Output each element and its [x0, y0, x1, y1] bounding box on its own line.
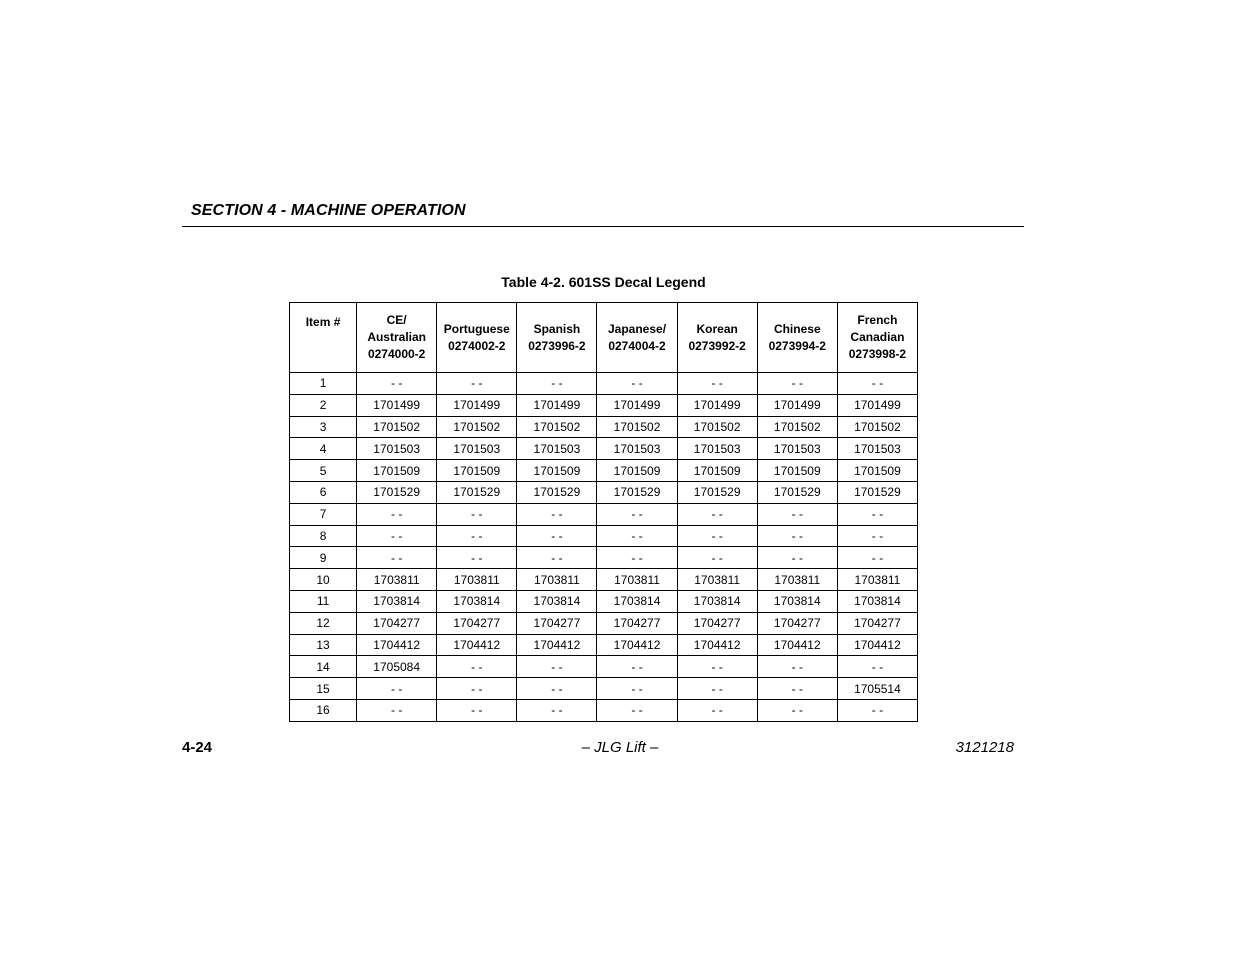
column-header-line: 0273994-2	[768, 338, 826, 353]
part-number-cell: 1701509	[357, 460, 437, 482]
part-number-cell: - -	[757, 678, 837, 700]
part-number-cell: - -	[837, 525, 917, 547]
part-number-cell: 1701503	[837, 438, 917, 460]
part-number-cell: 1705084	[357, 656, 437, 678]
item-number-cell: 7	[290, 503, 357, 525]
part-number-cell: 1701529	[437, 481, 517, 503]
part-number-cell: 1704277	[357, 612, 437, 634]
column-header	[517, 303, 597, 373]
part-number-cell: 1701529	[517, 481, 597, 503]
column-header	[597, 303, 677, 373]
item-number-cell: 2	[290, 394, 357, 416]
part-number-cell: - -	[437, 525, 517, 547]
part-number-cell: 1703814	[517, 590, 597, 612]
item-number-cell: 3	[290, 416, 357, 438]
part-number-cell: - -	[597, 503, 677, 525]
table-caption: Table 4-2. 601SS Decal Legend	[501, 274, 706, 290]
column-header-line: Portuguese	[443, 321, 510, 336]
part-number-cell: 1701509	[597, 460, 677, 482]
part-number-cell: 1701499	[437, 394, 517, 416]
part-number-cell: 1703811	[517, 569, 597, 591]
part-number-cell: 1701529	[757, 481, 837, 503]
part-number-cell: 1701509	[517, 460, 597, 482]
column-header	[837, 303, 917, 373]
part-number-cell: - -	[837, 699, 917, 721]
part-number-cell: - -	[757, 656, 837, 678]
column-header	[437, 303, 517, 373]
part-number-cell: - -	[757, 525, 837, 547]
part-number-cell: - -	[597, 525, 677, 547]
column-header	[677, 303, 757, 373]
column-header	[357, 303, 437, 373]
section-title: SECTION 4 - MACHINE OPERATION	[191, 202, 466, 219]
part-number-cell: 1704412	[597, 634, 677, 656]
table-row	[290, 438, 918, 460]
part-number-cell: 1701503	[597, 438, 677, 460]
table-row	[290, 590, 918, 612]
table-row	[290, 699, 918, 721]
part-number-cell: 1703814	[757, 590, 837, 612]
column-header-line: Spanish	[533, 321, 581, 336]
table-row	[290, 481, 918, 503]
column-header-line: 0273996-2	[528, 338, 586, 353]
part-number-cell: 1704277	[437, 612, 517, 634]
part-number-cell: - -	[517, 503, 597, 525]
item-number-cell: 11	[290, 590, 357, 612]
part-number-cell: 1701509	[757, 460, 837, 482]
part-number-cell: - -	[517, 547, 597, 569]
document-number: 3121218	[955, 739, 1014, 756]
item-number-cell: 16	[290, 699, 357, 721]
part-number-cell: - -	[757, 373, 837, 395]
item-number-cell: 13	[290, 634, 357, 656]
table-body	[290, 373, 918, 722]
part-number-cell: - -	[757, 547, 837, 569]
part-number-cell: - -	[517, 678, 597, 700]
part-number-cell: 1703814	[837, 590, 917, 612]
part-number-cell: - -	[517, 373, 597, 395]
part-number-cell: 1703811	[837, 569, 917, 591]
part-number-cell: - -	[357, 525, 437, 547]
table-row	[290, 678, 918, 700]
item-number-cell: 15	[290, 678, 357, 700]
part-number-cell: 1704412	[677, 634, 757, 656]
part-number-cell: - -	[517, 656, 597, 678]
part-number-cell: 1701502	[757, 416, 837, 438]
part-number-cell: 1704277	[597, 612, 677, 634]
part-number-cell: - -	[837, 503, 917, 525]
part-number-cell: - -	[437, 547, 517, 569]
part-number-cell: - -	[677, 699, 757, 721]
item-number-cell: 14	[290, 656, 357, 678]
part-number-cell: 1701529	[677, 481, 757, 503]
part-number-cell: 1704412	[837, 634, 917, 656]
item-number-cell: 10	[290, 569, 357, 591]
item-number-cell: 4	[290, 438, 357, 460]
table-row	[290, 460, 918, 482]
part-number-cell: - -	[357, 699, 437, 721]
page-number: 4-24	[182, 739, 213, 756]
column-header-line: Japanese/	[608, 321, 667, 336]
column-header	[290, 303, 357, 373]
part-number-cell: - -	[837, 547, 917, 569]
item-number-cell: 8	[290, 525, 357, 547]
table-row	[290, 525, 918, 547]
part-number-cell: 1701529	[597, 481, 677, 503]
part-number-cell: 1701509	[677, 460, 757, 482]
part-number-cell: - -	[597, 547, 677, 569]
column-header-line: Canadian	[850, 330, 905, 344]
part-number-cell: - -	[757, 699, 837, 721]
part-number-cell: 1703814	[437, 590, 517, 612]
part-number-cell: - -	[437, 699, 517, 721]
part-number-cell: - -	[597, 699, 677, 721]
table-row	[290, 503, 918, 525]
item-number-cell: 5	[290, 460, 357, 482]
part-number-cell: 1701502	[517, 416, 597, 438]
part-number-cell: 1704277	[837, 612, 917, 634]
column-header-line: Chinese	[773, 321, 821, 336]
part-number-cell: - -	[677, 547, 757, 569]
part-number-cell: 1703811	[677, 569, 757, 591]
table-row	[290, 416, 918, 438]
part-number-cell: 1701529	[837, 481, 917, 503]
part-number-cell: 1704277	[677, 612, 757, 634]
column-header-line: 0274004-2	[608, 338, 666, 353]
part-number-cell: 1701503	[757, 438, 837, 460]
part-number-cell: - -	[517, 699, 597, 721]
table-row	[290, 569, 918, 591]
part-number-cell: 1701499	[837, 394, 917, 416]
decal-legend-table	[289, 302, 918, 722]
part-number-cell: 1701499	[517, 394, 597, 416]
part-number-cell: 1703814	[357, 590, 437, 612]
item-number-cell: 6	[290, 481, 357, 503]
part-number-cell: 1704412	[757, 634, 837, 656]
part-number-cell: 1703811	[357, 569, 437, 591]
table-row	[290, 373, 918, 395]
column-header-line: 0273992-2	[688, 338, 746, 353]
table-row	[290, 612, 918, 634]
part-number-cell: 1704412	[357, 634, 437, 656]
part-number-cell: 1701499	[597, 394, 677, 416]
table-row	[290, 394, 918, 416]
part-number-cell: 1701502	[677, 416, 757, 438]
part-number-cell: 1704277	[517, 612, 597, 634]
part-number-cell: 1704277	[757, 612, 837, 634]
column-header-line: Item #	[305, 315, 341, 329]
part-number-cell: - -	[677, 503, 757, 525]
item-number-cell: 9	[290, 547, 357, 569]
part-number-cell: 1701499	[357, 394, 437, 416]
part-number-cell: - -	[597, 678, 677, 700]
column-header-line: Australian	[367, 330, 426, 344]
part-number-cell: - -	[357, 678, 437, 700]
part-number-cell: - -	[837, 373, 917, 395]
part-number-cell: 1701499	[757, 394, 837, 416]
part-number-cell: 1703811	[757, 569, 837, 591]
table-row	[290, 656, 918, 678]
column-header-line: CE/	[386, 313, 407, 327]
part-number-cell: - -	[677, 525, 757, 547]
part-number-cell: - -	[677, 656, 757, 678]
column-header-line: 0274002-2	[448, 338, 506, 353]
item-number-cell: 1	[290, 373, 357, 395]
part-number-cell: 1701509	[837, 460, 917, 482]
part-number-cell: - -	[517, 525, 597, 547]
part-number-cell: 1701502	[597, 416, 677, 438]
part-number-cell: 1701503	[517, 438, 597, 460]
part-number-cell: 1701529	[357, 481, 437, 503]
item-number-cell: 12	[290, 612, 357, 634]
part-number-cell: - -	[677, 373, 757, 395]
part-number-cell: 1701499	[677, 394, 757, 416]
part-number-cell: - -	[837, 656, 917, 678]
part-number-cell: 1703811	[437, 569, 517, 591]
part-number-cell: 1703814	[677, 590, 757, 612]
part-number-cell: 1701502	[837, 416, 917, 438]
part-number-cell: 1701502	[437, 416, 517, 438]
column-header-line: French	[857, 313, 898, 327]
part-number-cell: 1701503	[437, 438, 517, 460]
part-number-cell: 1701509	[437, 460, 517, 482]
part-number-cell: 1704412	[437, 634, 517, 656]
part-number-cell: 1705514	[837, 678, 917, 700]
column-header-line: Korean	[696, 321, 738, 336]
part-number-cell: - -	[437, 373, 517, 395]
part-number-cell: 1701502	[357, 416, 437, 438]
part-number-cell: - -	[357, 373, 437, 395]
part-number-cell: - -	[757, 503, 837, 525]
footer-center-text: – JLG Lift –	[581, 739, 659, 756]
part-number-cell: 1701503	[677, 438, 757, 460]
part-number-cell: 1703814	[597, 590, 677, 612]
table-row	[290, 547, 918, 569]
column-header	[757, 303, 837, 373]
column-header-line: 0274000-2	[367, 347, 426, 361]
table-row	[290, 634, 918, 656]
part-number-cell: - -	[597, 656, 677, 678]
table-header-row	[290, 303, 918, 373]
part-number-cell: - -	[357, 547, 437, 569]
part-number-cell: - -	[357, 503, 437, 525]
part-number-cell: - -	[677, 678, 757, 700]
part-number-cell: 1701503	[357, 438, 437, 460]
column-header-line: 0273998-2	[848, 347, 907, 361]
part-number-cell: - -	[437, 503, 517, 525]
part-number-cell: - -	[597, 373, 677, 395]
part-number-cell: - -	[437, 656, 517, 678]
header-rule	[182, 226, 1024, 227]
part-number-cell: 1703811	[597, 569, 677, 591]
part-number-cell: 1704412	[517, 634, 597, 656]
part-number-cell: - -	[437, 678, 517, 700]
